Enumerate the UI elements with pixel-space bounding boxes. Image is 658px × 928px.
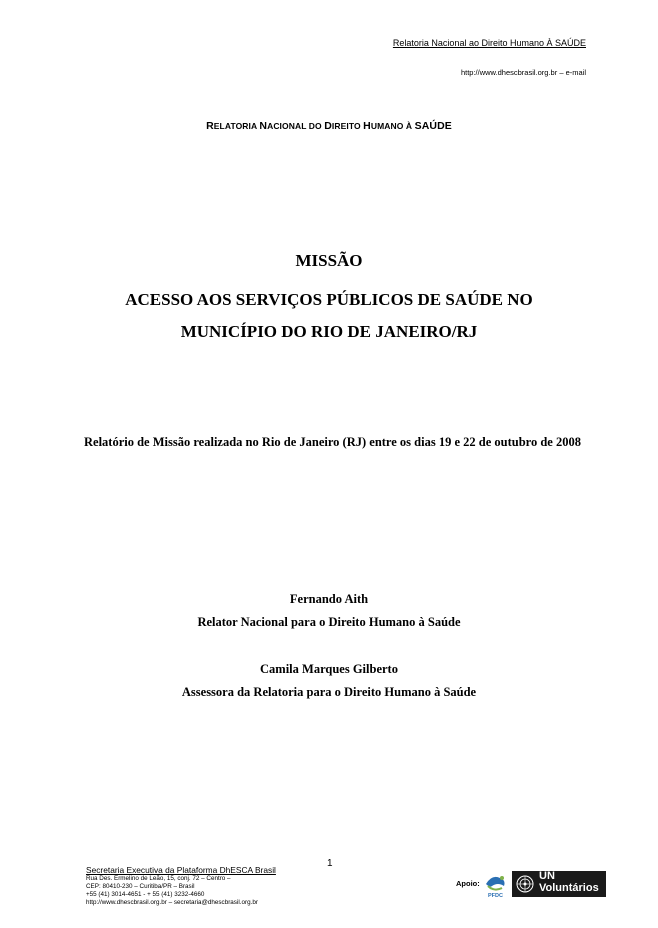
- advisor-role: Assessora da Relatoria para o Direito Humano à Saúde: [181, 685, 477, 699]
- author-role: Relator Nacional para o Direito Humano à Saúde: [197, 615, 461, 629]
- org-heading-part: UMANO À: [370, 121, 415, 131]
- un-emblem-icon: [515, 874, 535, 894]
- footer-line: CEP: 80410-230 – Curitiba/PR – Brasil: [86, 883, 195, 890]
- org-heading-part: ELATORIA: [213, 121, 260, 131]
- page-number: 1: [327, 858, 333, 869]
- footer-line: http://www.dhescbrasil.org.br – secretaria@dhescbrasil.org.br: [86, 899, 258, 906]
- volunteers-text: Voluntários: [539, 882, 599, 894]
- footer-line: Rua Des. Ermelino de Leão, 15, conj. 72 – Centro –: [86, 875, 231, 882]
- footer-line: +55 (41) 3014-4651 - + 55 (41) 3232-4660: [86, 891, 205, 898]
- header-title: Relatoria Nacional ao Direito Humano À SAÚDE: [392, 38, 586, 48]
- org-heading-part: IREITO: [331, 121, 364, 131]
- footer-title: Secretaria Executiva da Plataforma DhESCA Brasil: [86, 865, 276, 875]
- pfdc-label: PFDC: [488, 893, 503, 899]
- org-heading-part: ACIONAL DO: [267, 121, 325, 131]
- advisor-name: Camila Marques Gilberto: [260, 662, 398, 676]
- title-mission: MISSÃO: [295, 251, 363, 270]
- author-name: Fernando Aith: [289, 592, 369, 606]
- report-description: Relatório de Missão realizada no Rio de Janeiro (RJ) entre os dias 19 e 22 de outubro de 2008: [84, 435, 581, 449]
- org-heading-part: D: [324, 120, 332, 132]
- org-heading: [0, 120, 658, 132]
- org-heading-part: SAÚDE: [414, 120, 452, 132]
- org-heading-part: N: [259, 120, 268, 132]
- org-heading-part: R: [206, 120, 214, 132]
- header-url: http://www.dhescbrasil.org.br – e-mail: [460, 68, 586, 77]
- title-line-2: ACESSO AOS SERVIÇOS PÚBLICOS DE SAÚDE NO: [125, 290, 533, 309]
- un-text: UN: [539, 870, 555, 882]
- sponsor-label: Apoio:: [456, 879, 480, 888]
- org-heading-part: H: [363, 120, 371, 132]
- title-line-3: MUNICÍPIO DO RIO DE JANEIRO/RJ: [180, 322, 478, 341]
- footer-address: [86, 865, 276, 907]
